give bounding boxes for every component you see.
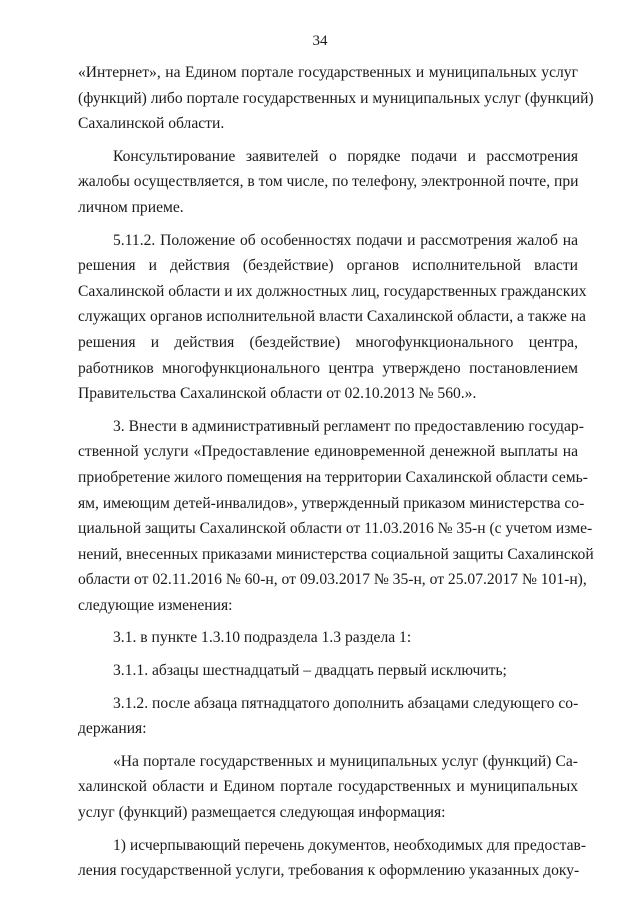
text-line: области от 02.11.2016 № 60-н, от 09.03.2017 № 35-н, от 25.07.2017 № 101-н), [78, 571, 587, 589]
paragraph-5-11-2 [78, 228, 587, 407]
text-line: «Интернет», на Едином портале государственных и муниципальных услуг [78, 64, 578, 81]
paragraph-3-1 [78, 625, 578, 651]
text-line: личном приеме. [78, 198, 184, 216]
page-number: 34 [312, 33, 328, 49]
text-line: 3.1.1. абзацы шестнадцатый – двадцать первый исключить; [113, 662, 507, 680]
text-line: служащих органов исполнительной власти Сахалинской области, а также на [78, 308, 586, 326]
text-line: 1) исчерпывающий перечень документов, необходимых для предостав- [113, 836, 587, 854]
text-line: жалобы осуществляется, в том числе, по телефону, электронной почте, при [78, 173, 579, 191]
text-line: циальной защиты Сахалинской области от 11.03.2016 № 35-н (с учетом изме- [78, 520, 593, 538]
text-line: Сахалинской области и их должностных лиц, государственных гражданских [78, 282, 587, 300]
text-line: следующие изменения: [78, 596, 233, 614]
paragraph-quote-portal [78, 749, 578, 826]
text-line: халинской области и Едином портале государственных и муниципальных [78, 778, 578, 796]
text-line: приобретение жилого помещения на территории Сахалинской области семь- [78, 468, 588, 486]
paragraph-3 [78, 414, 594, 619]
paragraph-item-1 [78, 833, 587, 884]
text-line: Консультирование заявителей о порядке подачи и рассмотрения [113, 147, 578, 165]
text-line: работников многофункционального центра утверждено постановлением [78, 359, 578, 377]
text-line: 3.1. в пункте 1.3.10 подраздела 1.3 раздела 1: [113, 629, 412, 647]
text-line: решения и действия (бездействие) органов исполнительной власти [78, 257, 578, 275]
document-body [78, 60, 594, 884]
paragraph-consulting [78, 144, 578, 221]
paragraph-internet-portal [78, 60, 594, 137]
text-line: ям, имеющим детей-инвалидов», утвержденный приказом министерства со- [78, 494, 585, 512]
paragraph-3-1-2 [78, 691, 578, 742]
text-line: Правительства Сахалинской области от 02.10.2013 № 560.». [78, 385, 477, 403]
text-line: 5.11.2. Положение об особенностях подачи и рассмотрения жалоб на [113, 231, 578, 249]
text-line: 3.1.2. после абзаца пятнадцатого дополнить абзацами следующего со- [113, 694, 579, 712]
text-line: 3. Внести в административный регламент по предоставлению государ- [113, 417, 584, 435]
text-line: (функций) либо портале государственных и муниципальных услуг (функций) [78, 89, 594, 107]
text-line: нений, внесенных приказами министерства социальной защиты Сахалинской [78, 545, 594, 563]
text-line: ственной услуги «Предоставление единовременной денежной выплаты на [78, 443, 578, 461]
text-line: «На портале государственных и муниципальных услуг (функций) Са- [113, 752, 578, 770]
text-line: услуг (функций) размещается следующая информация: [78, 804, 446, 822]
text-line: ления государственной услуги, требования к оформлению указанных доку- [78, 862, 580, 880]
text-line: решения и действия (бездействие) многофункционального центра, [78, 333, 578, 351]
text-line: Сахалинской области. [78, 115, 225, 133]
text-line: держания: [78, 720, 147, 738]
paragraph-3-1-1 [78, 658, 578, 684]
